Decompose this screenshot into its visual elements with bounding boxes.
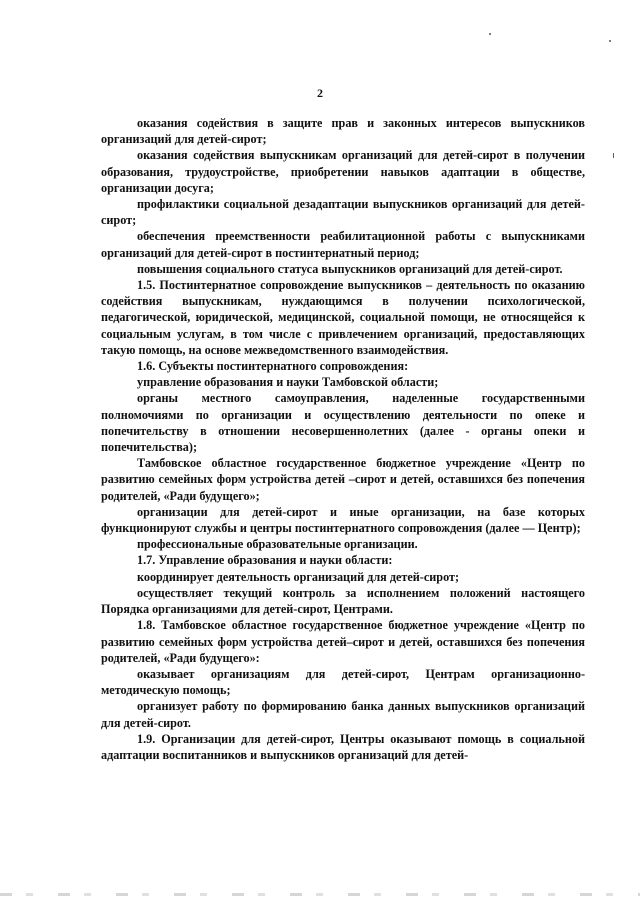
paragraph: организации для детей-сирот и иные организации, на базе которых функционируют службы и центры постинтернатного сопровождения (далее — Центр); [101, 504, 585, 536]
scan-speck [613, 153, 614, 158]
paragraph: оказывает организациям для детей-сирот, Центрам организационно-методическую помощь; [101, 666, 585, 698]
paragraph: 1.5. Постинтернатное сопровождение выпускников – деятельность по оказанию содействия выпускникам, нуждающимся в получении психологической, педагогической, юридической, медицинской, социальной помощи, не относящейся к социальным услугам, в том числе с привлечением организаций, предоставляющих такую помощь, на основе межведомственного взаимодействия. [101, 278, 585, 357]
scan-edge-noise [0, 893, 640, 896]
paragraph: управление образования и науки Тамбовской области; [137, 375, 439, 390]
paragraph: 1.7. Управление образования и науки области: [137, 553, 393, 568]
scan-speck [489, 33, 491, 35]
paragraph: повышения социального статуса выпускников организаций для детей-сирот. [137, 261, 563, 276]
paragraph: профессиональные образовательные организации. [137, 537, 418, 552]
paragraph: 1.6. Субъекты постинтернатного сопровождения: [137, 359, 409, 374]
paragraph: 1.8. Тамбовское областное государственное бюджетное учреждение «Центр по развитию семейных форм устройства детей–сирот и детей, оставшихся без попечения родителей, «Ради будущего»: [101, 618, 585, 665]
document-body [101, 115, 585, 763]
paragraph: обеспечения преемственности реабилитационной работы с выпускниками организаций для детей-сирот в постинтернатный период; [101, 229, 585, 260]
paragraph: осуществляет текущий контроль за исполнением положений настоящего Порядка организациями для детей-сирот, Центрами. [101, 585, 585, 617]
page-number: 2 [317, 86, 323, 100]
paragraph: оказания содействия выпускникам организаций для детей-сирот в получении образования, трудоустройстве, приобретении навыков адаптации в обществе, организации досуга; [101, 148, 585, 195]
paragraph: 1.9. Организации для детей-сирот, Центры оказывают помощь в социальной адаптации воспитанников и выпускников организаций для детей- [101, 731, 585, 762]
paragraph: профилактики социальной дезадаптации выпускников организаций для детей-сирот; [101, 197, 585, 228]
paragraph: координирует деятельность организаций для детей-сирот; [137, 569, 460, 584]
paragraph: Тамбовское областное государственное бюджетное учреждение «Центр по развитию семейных форм устройства детей –сирот и детей, оставшихся без попечения родителей, «Ради будущего»; [101, 456, 585, 503]
scan-speck [609, 40, 611, 42]
paragraph: организует работу по формированию банка данных выпускников организаций для детей-сирот. [101, 699, 585, 730]
paragraph: органы местного самоуправления, наделенные государственными полномочиями по организации и осуществлению деятельности по опеке и попечительству в отношении несовершеннолетних (далее - органы опеки и попечительства); [101, 391, 585, 455]
paragraph: оказания содействия в защите прав и законных интересов выпускников организаций для детей-сирот; [101, 116, 585, 147]
